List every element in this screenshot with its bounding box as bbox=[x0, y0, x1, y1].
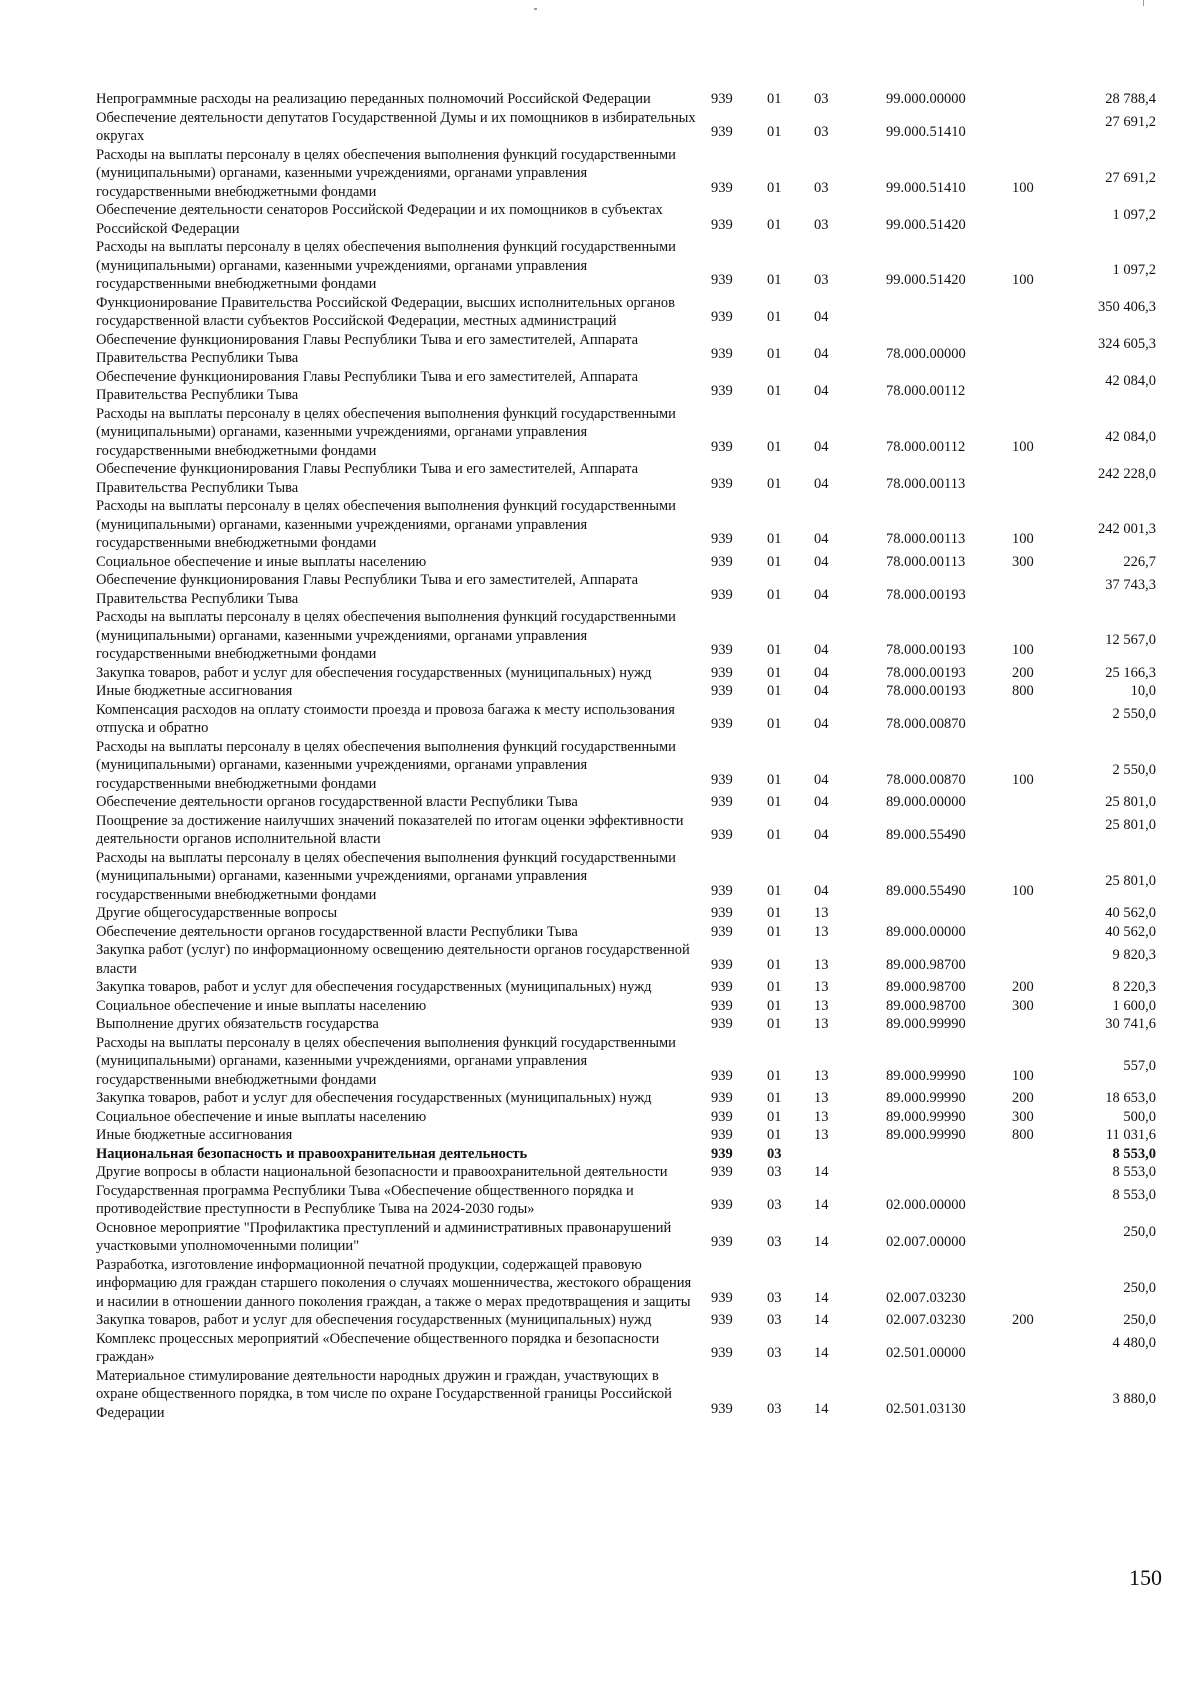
row-subsection-code: 14 bbox=[814, 1312, 829, 1328]
row-subsection-code: 04 bbox=[814, 438, 829, 455]
row-subsection-code: 04 bbox=[814, 531, 829, 547]
row-amount: 350 406,3 bbox=[1098, 299, 1156, 315]
row-ministry-code: 939 bbox=[711, 553, 733, 570]
row-expense-type: 100 bbox=[1012, 531, 1034, 547]
row-section-code: 01 bbox=[767, 827, 782, 843]
row-subsection-code: 14 bbox=[814, 1234, 829, 1250]
row-target-article: 89.000.55490 bbox=[886, 827, 966, 843]
row-subsection-code: 04 bbox=[814, 383, 829, 399]
row-section-code: 01 bbox=[767, 794, 782, 810]
row-ministry-code: 939 bbox=[711, 1067, 733, 1084]
row-section-code: 01 bbox=[767, 531, 782, 547]
row-expense-type: 100 bbox=[1012, 179, 1034, 196]
row-section-code: 03 bbox=[767, 1234, 782, 1250]
row-target-article: 99.000.51410 bbox=[886, 124, 966, 140]
row-ministry-code: 939 bbox=[711, 956, 733, 973]
table-row bbox=[96, 571, 1156, 608]
row-expense-type: 200 bbox=[1012, 979, 1034, 995]
row-subsection-code: 04 bbox=[814, 553, 829, 570]
row-name: Комплекс процессных мероприятий «Обеспечение общественного порядка и безопасности граждан» bbox=[96, 1330, 660, 1365]
row-name: Материальное стимулирование деятельности народных дружин и граждан, участвующих в охране общественного порядка, в том числе по охране Государственной границы Российской Федерации bbox=[96, 1367, 672, 1421]
row-expense-type: 200 bbox=[1012, 1090, 1034, 1106]
page-number: 150 bbox=[1129, 1565, 1162, 1590]
row-ministry-code: 939 bbox=[711, 1108, 733, 1125]
row-subsection-code: 14 bbox=[814, 1164, 829, 1180]
table-row bbox=[96, 812, 1156, 849]
row-subsection-code: 14 bbox=[814, 1197, 829, 1213]
row-subsection-code: 13 bbox=[814, 1067, 829, 1084]
row-expense-type: 100 bbox=[1012, 1067, 1034, 1084]
row-subsection-code: 13 bbox=[814, 1108, 829, 1125]
row-amount: 8 220,3 bbox=[1112, 979, 1156, 995]
row-name: Обеспечение деятельности органов государственной власти Республики Тыва bbox=[96, 923, 578, 940]
row-expense-type: 200 bbox=[1012, 1312, 1034, 1328]
row-amount: 28 788,4 bbox=[1105, 91, 1156, 107]
table-row bbox=[96, 1145, 1156, 1164]
row-subsection-code: 04 bbox=[814, 827, 829, 843]
row-name: Обеспечение функционирования Главы Республики Тыва и его заместителей, Аппарата Правительства Республики Тыва bbox=[96, 331, 639, 366]
row-section-code: 01 bbox=[767, 683, 782, 699]
row-amount: 226,7 bbox=[1123, 553, 1156, 570]
row-section-code: 01 bbox=[767, 882, 782, 899]
row-amount: 500,0 bbox=[1123, 1108, 1156, 1125]
row-subsection-code: 13 bbox=[814, 1016, 829, 1032]
row-section-code: 01 bbox=[767, 664, 782, 681]
row-name: Другие вопросы в области национальной безопасности и правоохранительной деятельности bbox=[96, 1164, 668, 1180]
row-ministry-code: 939 bbox=[711, 346, 733, 362]
row-section-code: 01 bbox=[767, 997, 782, 1014]
row-name: Поощрение за достижение наилучших значений показателей по итогам оценки эффективности деятельности органов исполнительной власти bbox=[96, 812, 684, 847]
row-ministry-code: 939 bbox=[711, 1016, 733, 1032]
row-subsection-code: 04 bbox=[814, 716, 829, 732]
row-subsection-code: 03 bbox=[814, 216, 829, 233]
table-row bbox=[96, 553, 1156, 572]
table-row bbox=[96, 793, 1156, 812]
scan-mark bbox=[1143, 0, 1144, 6]
row-amount: 11 031,6 bbox=[1105, 1127, 1156, 1143]
row-amount: 25 801,0 bbox=[1105, 872, 1156, 889]
table-row bbox=[96, 1126, 1156, 1145]
row-amount: 9 820,3 bbox=[1112, 946, 1156, 963]
row-name: Расходы на выплаты персоналу в целях обеспечения выполнения функций государственными (муниципальными) органами, казенными учреждениями, органами управления государственными внебюджетными фондами bbox=[96, 405, 676, 459]
row-target-article: 02.501.03130 bbox=[886, 1400, 966, 1417]
row-target-article: 78.000.00870 bbox=[886, 771, 966, 788]
row-ministry-code: 939 bbox=[711, 1312, 733, 1328]
row-target-article: 89.000.99990 bbox=[886, 1067, 966, 1084]
row-ministry-code: 939 bbox=[711, 923, 733, 940]
row-expense-type: 100 bbox=[1012, 438, 1034, 455]
row-section-code: 01 bbox=[767, 923, 782, 940]
row-ministry-code: 939 bbox=[711, 1145, 733, 1162]
row-target-article: 89.000.99990 bbox=[886, 1016, 966, 1032]
row-ministry-code: 939 bbox=[711, 997, 733, 1014]
row-target-article: 89.000.99990 bbox=[886, 1127, 966, 1143]
row-amount: 242 228,0 bbox=[1098, 465, 1156, 482]
row-name: Расходы на выплаты персоналу в целях обеспечения выполнения функций государственными (муниципальными) органами, казенными учреждениями, органами управления государственными внебюджетными фондами bbox=[96, 1034, 676, 1088]
row-name: Обеспечение деятельности органов государственной власти Республики Тыва bbox=[96, 794, 578, 810]
row-ministry-code: 939 bbox=[711, 1090, 733, 1106]
row-amount: 3 880,0 bbox=[1112, 1390, 1156, 1407]
row-target-article: 02.000.00000 bbox=[886, 1197, 966, 1213]
table-row bbox=[96, 941, 1156, 978]
row-name: Социальное обеспечение и иные выплаты населению bbox=[96, 997, 427, 1014]
table-row bbox=[96, 682, 1156, 701]
row-section-code: 01 bbox=[767, 1016, 782, 1032]
row-name: Непрограммные расходы на реализацию переданных полномочий Российской Федерации bbox=[96, 91, 651, 107]
row-target-article: 78.000.00193 bbox=[886, 642, 966, 658]
row-name: Закупка работ (услуг) по информационному освещению деятельности органов государственной власти bbox=[96, 942, 690, 977]
row-amount: 37 743,3 bbox=[1105, 576, 1156, 593]
row-amount: 8 553,0 bbox=[1112, 1164, 1156, 1180]
row-expense-type: 300 bbox=[1012, 553, 1034, 570]
table-row bbox=[96, 109, 1156, 146]
row-subsection-code: 13 bbox=[814, 905, 829, 921]
table-row bbox=[96, 460, 1156, 497]
row-section-code: 01 bbox=[767, 1127, 782, 1143]
row-amount: 40 562,0 bbox=[1105, 923, 1156, 940]
row-section-code: 03 bbox=[767, 1197, 782, 1213]
row-ministry-code: 939 bbox=[711, 683, 733, 699]
row-ministry-code: 939 bbox=[711, 383, 733, 399]
row-target-article: 02.501.00000 bbox=[886, 1345, 966, 1361]
row-section-code: 01 bbox=[767, 905, 782, 921]
budget-table bbox=[96, 90, 1156, 1422]
row-amount: 12 567,0 bbox=[1105, 632, 1156, 648]
table-row bbox=[96, 405, 1156, 461]
row-target-article: 89.000.00000 bbox=[886, 794, 966, 810]
row-ministry-code: 939 bbox=[711, 794, 733, 810]
row-subsection-code: 04 bbox=[814, 475, 829, 492]
row-section-code: 03 bbox=[767, 1164, 782, 1180]
row-target-article: 89.000.55490 bbox=[886, 882, 966, 899]
row-subsection-code: 04 bbox=[814, 882, 829, 899]
table-row bbox=[96, 1108, 1156, 1127]
row-amount: 10,0 bbox=[1130, 683, 1156, 699]
row-subsection-code: 04 bbox=[814, 664, 829, 681]
row-ministry-code: 939 bbox=[711, 1164, 733, 1180]
row-section-code: 03 bbox=[767, 1145, 782, 1162]
row-target-article: 99.000.51410 bbox=[886, 179, 966, 196]
row-subsection-code: 04 bbox=[814, 771, 829, 788]
row-amount: 4 480,0 bbox=[1112, 1335, 1156, 1351]
table-row bbox=[96, 331, 1156, 368]
table-row bbox=[96, 90, 1156, 109]
row-subsection-code: 13 bbox=[814, 923, 829, 940]
row-target-article: 78.000.00193 bbox=[886, 664, 966, 681]
row-ministry-code: 939 bbox=[711, 531, 733, 547]
row-section-code: 01 bbox=[767, 438, 782, 455]
row-ministry-code: 939 bbox=[711, 771, 733, 788]
row-amount: 1 097,2 bbox=[1112, 206, 1156, 223]
table-row bbox=[96, 1182, 1156, 1219]
row-target-article: 89.000.00000 bbox=[886, 923, 966, 940]
row-section-code: 01 bbox=[767, 642, 782, 658]
row-subsection-code: 03 bbox=[814, 272, 829, 288]
row-ministry-code: 939 bbox=[711, 1197, 733, 1213]
row-section-code: 01 bbox=[767, 91, 782, 107]
row-subsection-code: 03 bbox=[814, 91, 829, 107]
row-ministry-code: 939 bbox=[711, 1289, 733, 1306]
row-subsection-code: 13 bbox=[814, 997, 829, 1014]
table-row bbox=[96, 238, 1156, 294]
row-name: Государственная программа Республики Тыва «Обеспечение общественного порядка и противодействие преступности в Республике Тыва на 2024-2030 годы» bbox=[96, 1182, 634, 1217]
row-amount: 25 166,3 bbox=[1105, 664, 1156, 681]
table-row bbox=[96, 738, 1156, 794]
row-subsection-code: 04 bbox=[814, 683, 829, 699]
row-target-article: 89.000.98700 bbox=[886, 997, 966, 1014]
row-target-article: 99.000.00000 bbox=[886, 91, 966, 107]
row-subsection-code: 03 bbox=[814, 179, 829, 196]
row-section-code: 01 bbox=[767, 272, 782, 288]
row-name: Основное мероприятие "Профилактика преступлений и административных правонарушений участковыми уполномоченными полиции" bbox=[96, 1219, 672, 1254]
row-amount: 40 562,0 bbox=[1105, 905, 1156, 921]
row-ministry-code: 939 bbox=[711, 179, 733, 196]
row-ministry-code: 939 bbox=[711, 1127, 733, 1143]
row-expense-type: 300 bbox=[1012, 997, 1034, 1014]
row-expense-type: 800 bbox=[1012, 1127, 1034, 1143]
row-name: Закупка товаров, работ и услуг для обеспечения государственных (муниципальных) нужд bbox=[96, 1090, 652, 1106]
row-amount: 2 550,0 bbox=[1112, 761, 1156, 778]
row-subsection-code: 04 bbox=[814, 309, 829, 325]
row-subsection-code: 14 bbox=[814, 1345, 829, 1361]
row-name: Иные бюджетные ассигнования bbox=[96, 683, 293, 699]
row-name: Расходы на выплаты персоналу в целях обеспечения выполнения функций государственными (муниципальными) органами, казенными учреждениями, органами управления государственными внебюджетными фондами bbox=[96, 609, 676, 662]
table-row bbox=[96, 146, 1156, 202]
row-name: Закупка товаров, работ и услуг для обеспечения государственных (муниципальных) нужд bbox=[96, 664, 652, 681]
row-section-code: 01 bbox=[767, 309, 782, 325]
row-name: Компенсация расходов на оплату стоимости проезда и провоза багажа к месту использования отпуска и обратно bbox=[96, 701, 675, 736]
row-name: Другие общегосударственные вопросы bbox=[96, 905, 338, 921]
row-target-article: 89.000.98700 bbox=[886, 979, 966, 995]
row-subsection-code: 04 bbox=[814, 642, 829, 658]
table-row bbox=[96, 201, 1156, 238]
row-amount: 250,0 bbox=[1123, 1312, 1156, 1328]
row-amount: 2 550,0 bbox=[1112, 706, 1156, 722]
row-name: Обеспечение деятельности депутатов Государственной Думы и их помощников в избирательных округах bbox=[96, 109, 696, 144]
row-name: Закупка товаров, работ и услуг для обеспечения государственных (муниципальных) нужд bbox=[96, 1312, 652, 1328]
row-amount: 27 691,2 bbox=[1105, 169, 1156, 186]
row-subsection-code: 03 bbox=[814, 124, 829, 140]
row-section-code: 01 bbox=[767, 346, 782, 362]
row-name: Разработка, изготовление информационной печатной продукции, содержащей правовую информацию для граждан старшего поколения о случаях мошенничества, жестокого обращения и насилии в отношении данного поколения граждан, а также о мерах предотвращения и защиты bbox=[96, 1256, 692, 1310]
row-section-code: 03 bbox=[767, 1400, 782, 1417]
row-name: Социальное обеспечение и иные выплаты населению bbox=[96, 1108, 427, 1125]
row-subsection-code: 14 bbox=[814, 1289, 829, 1306]
row-section-code: 01 bbox=[767, 1090, 782, 1106]
row-name: Обеспечение функционирования Главы Республики Тыва и его заместителей, Аппарата Правительства Республики Тыва bbox=[96, 572, 639, 607]
row-subsection-code: 14 bbox=[814, 1400, 829, 1417]
row-subsection-code: 13 bbox=[814, 979, 829, 995]
row-name: Расходы на выплаты персоналу в целях обеспечения выполнения функций государственными (муниципальными) органами, казенными учреждениями, органами управления государственными внебюджетными фондами bbox=[96, 849, 676, 903]
row-ministry-code: 939 bbox=[711, 1400, 733, 1417]
row-section-code: 01 bbox=[767, 383, 782, 399]
row-section-code: 01 bbox=[767, 553, 782, 570]
row-name: Социальное обеспечение и иные выплаты населению bbox=[96, 553, 427, 570]
row-subsection-code: 04 bbox=[814, 346, 829, 362]
table-row bbox=[96, 904, 1156, 923]
row-amount: 8 553,0 bbox=[1112, 1145, 1156, 1162]
row-amount: 25 801,0 bbox=[1105, 817, 1156, 833]
row-ministry-code: 939 bbox=[711, 664, 733, 681]
row-target-article: 99.000.51420 bbox=[886, 272, 966, 288]
row-amount: 25 801,0 bbox=[1105, 794, 1156, 810]
table-row bbox=[96, 368, 1156, 405]
row-name: Функционирование Правительства Российской Федерации, высших исполнительных органов государственной власти субъектов Российской Федерации, местных администраций bbox=[96, 294, 675, 329]
row-expense-type: 300 bbox=[1012, 1108, 1034, 1125]
row-target-article: 78.000.00113 bbox=[886, 531, 966, 547]
row-ministry-code: 939 bbox=[711, 586, 733, 603]
table-row bbox=[96, 1089, 1156, 1108]
table-row bbox=[96, 1015, 1156, 1034]
row-ministry-code: 939 bbox=[711, 91, 733, 107]
row-ministry-code: 939 bbox=[711, 716, 733, 732]
table-row bbox=[96, 497, 1156, 553]
row-target-article: 89.000.99990 bbox=[886, 1090, 966, 1106]
row-target-article: 78.000.00193 bbox=[886, 586, 966, 603]
row-section-code: 01 bbox=[767, 979, 782, 995]
row-name: Расходы на выплаты персоналу в целях обеспечения выполнения функций государственными (муниципальными) органами, казенными учреждениями, органами управления государственными внебюджетными фондами bbox=[96, 738, 676, 792]
row-ministry-code: 939 bbox=[711, 905, 733, 921]
row-amount: 242 001,3 bbox=[1098, 521, 1156, 537]
table-row bbox=[96, 1034, 1156, 1090]
row-section-code: 01 bbox=[767, 716, 782, 732]
row-amount: 250,0 bbox=[1123, 1224, 1156, 1240]
table-row bbox=[96, 1367, 1156, 1423]
row-subsection-code: 13 bbox=[814, 1127, 829, 1143]
row-name: Национальная безопасность и правоохранительная деятельность bbox=[96, 1145, 528, 1162]
row-target-article: 02.007.00000 bbox=[886, 1234, 966, 1250]
table-row bbox=[96, 849, 1156, 905]
row-name: Обеспечение функционирования Главы Республики Тыва и его заместителей, Аппарата Правительства Республики Тыва bbox=[96, 461, 639, 496]
row-ministry-code: 939 bbox=[711, 827, 733, 843]
table-row bbox=[96, 1330, 1156, 1367]
row-target-article: 78.000.00113 bbox=[886, 475, 966, 492]
row-section-code: 01 bbox=[767, 216, 782, 233]
row-amount: 18 653,0 bbox=[1105, 1090, 1156, 1106]
row-ministry-code: 939 bbox=[711, 438, 733, 455]
row-amount: 1 600,0 bbox=[1112, 997, 1156, 1014]
row-name: Обеспечение функционирования Главы Республики Тыва и его заместителей, Аппарата Правительства Республики Тыва bbox=[96, 368, 639, 403]
row-amount: 42 084,0 bbox=[1105, 373, 1156, 389]
row-expense-type: 100 bbox=[1012, 642, 1034, 658]
table-row bbox=[96, 923, 1156, 942]
row-name: Иные бюджетные ассигнования bbox=[96, 1127, 293, 1143]
row-ministry-code: 939 bbox=[711, 882, 733, 899]
row-ministry-code: 939 bbox=[711, 475, 733, 492]
row-target-article: 78.000.00112 bbox=[886, 383, 966, 399]
row-target-article: 78.000.00870 bbox=[886, 716, 966, 732]
row-section-code: 03 bbox=[767, 1345, 782, 1361]
row-ministry-code: 939 bbox=[711, 1345, 733, 1361]
table-row bbox=[96, 997, 1156, 1016]
row-section-code: 01 bbox=[767, 1067, 782, 1084]
row-name: Расходы на выплаты персоналу в целях обеспечения выполнения функций государственными (муниципальными) органами, казенными учреждениями, органами управления государственными внебюджетными фондами bbox=[96, 239, 676, 292]
row-section-code: 03 bbox=[767, 1289, 782, 1306]
row-subsection-code: 13 bbox=[814, 1090, 829, 1106]
row-ministry-code: 939 bbox=[711, 216, 733, 233]
table-row bbox=[96, 294, 1156, 331]
row-target-article: 78.000.00113 bbox=[886, 553, 966, 570]
row-expense-type: 100 bbox=[1012, 882, 1034, 899]
row-section-code: 01 bbox=[767, 586, 782, 603]
row-amount: 30 741,6 bbox=[1105, 1016, 1156, 1032]
row-expense-type: 100 bbox=[1012, 771, 1034, 788]
row-section-code: 01 bbox=[767, 475, 782, 492]
row-name: Расходы на выплаты персоналу в целях обеспечения выполнения функций государственными (муниципальными) органами, казенными учреждениями, органами управления государственными внебюджетными фондами bbox=[96, 498, 676, 551]
row-section-code: 01 bbox=[767, 956, 782, 973]
scan-mark bbox=[534, 8, 537, 10]
row-ministry-code: 939 bbox=[711, 642, 733, 658]
row-section-code: 01 bbox=[767, 771, 782, 788]
row-name: Обеспечение деятельности сенаторов Российской Федерации и их помощников в субъектах Российской Федерации bbox=[96, 202, 663, 237]
table-row bbox=[96, 1256, 1156, 1312]
row-subsection-code: 04 bbox=[814, 586, 829, 603]
row-section-code: 03 bbox=[767, 1312, 782, 1328]
row-expense-type: 100 bbox=[1012, 272, 1034, 288]
row-name: Выполнение других обязательств государства bbox=[96, 1016, 379, 1032]
table-row bbox=[96, 701, 1156, 738]
row-ministry-code: 939 bbox=[711, 272, 733, 288]
row-target-article: 78.000.00112 bbox=[886, 438, 966, 455]
row-amount: 8 553,0 bbox=[1112, 1187, 1156, 1203]
row-amount: 27 691,2 bbox=[1105, 114, 1156, 130]
row-target-article: 02.007.03230 bbox=[886, 1289, 966, 1306]
row-amount: 557,0 bbox=[1123, 1057, 1156, 1074]
row-section-code: 01 bbox=[767, 179, 782, 196]
row-amount: 42 084,0 bbox=[1105, 428, 1156, 445]
row-section-code: 01 bbox=[767, 1108, 782, 1125]
row-subsection-code: 04 bbox=[814, 794, 829, 810]
row-ministry-code: 939 bbox=[711, 309, 733, 325]
row-section-code: 01 bbox=[767, 124, 782, 140]
table-row bbox=[96, 1219, 1156, 1256]
row-amount: 1 097,2 bbox=[1112, 262, 1156, 278]
row-ministry-code: 939 bbox=[711, 124, 733, 140]
row-expense-type: 200 bbox=[1012, 664, 1034, 681]
table-row bbox=[96, 664, 1156, 683]
row-target-article: 02.007.03230 bbox=[886, 1312, 966, 1328]
row-name: Расходы на выплаты персоналу в целях обеспечения выполнения функций государственными (муниципальными) органами, казенными учреждениями, органами управления государственными внебюджетными фондами bbox=[96, 146, 676, 200]
row-target-article: 89.000.99990 bbox=[886, 1108, 966, 1125]
row-ministry-code: 939 bbox=[711, 979, 733, 995]
row-name: Закупка товаров, работ и услуг для обеспечения государственных (муниципальных) нужд bbox=[96, 979, 652, 995]
row-target-article: 89.000.98700 bbox=[886, 956, 966, 973]
row-subsection-code: 13 bbox=[814, 956, 829, 973]
table-row bbox=[96, 608, 1156, 664]
row-target-article: 78.000.00000 bbox=[886, 346, 966, 362]
table-row bbox=[96, 1311, 1156, 1330]
row-ministry-code: 939 bbox=[711, 1234, 733, 1250]
row-amount: 250,0 bbox=[1123, 1279, 1156, 1296]
row-amount: 324 605,3 bbox=[1098, 336, 1156, 352]
table-row bbox=[96, 978, 1156, 997]
row-expense-type: 800 bbox=[1012, 683, 1034, 699]
row-target-article: 78.000.00193 bbox=[886, 683, 966, 699]
table-row bbox=[96, 1163, 1156, 1182]
row-target-article: 99.000.51420 bbox=[886, 216, 966, 233]
